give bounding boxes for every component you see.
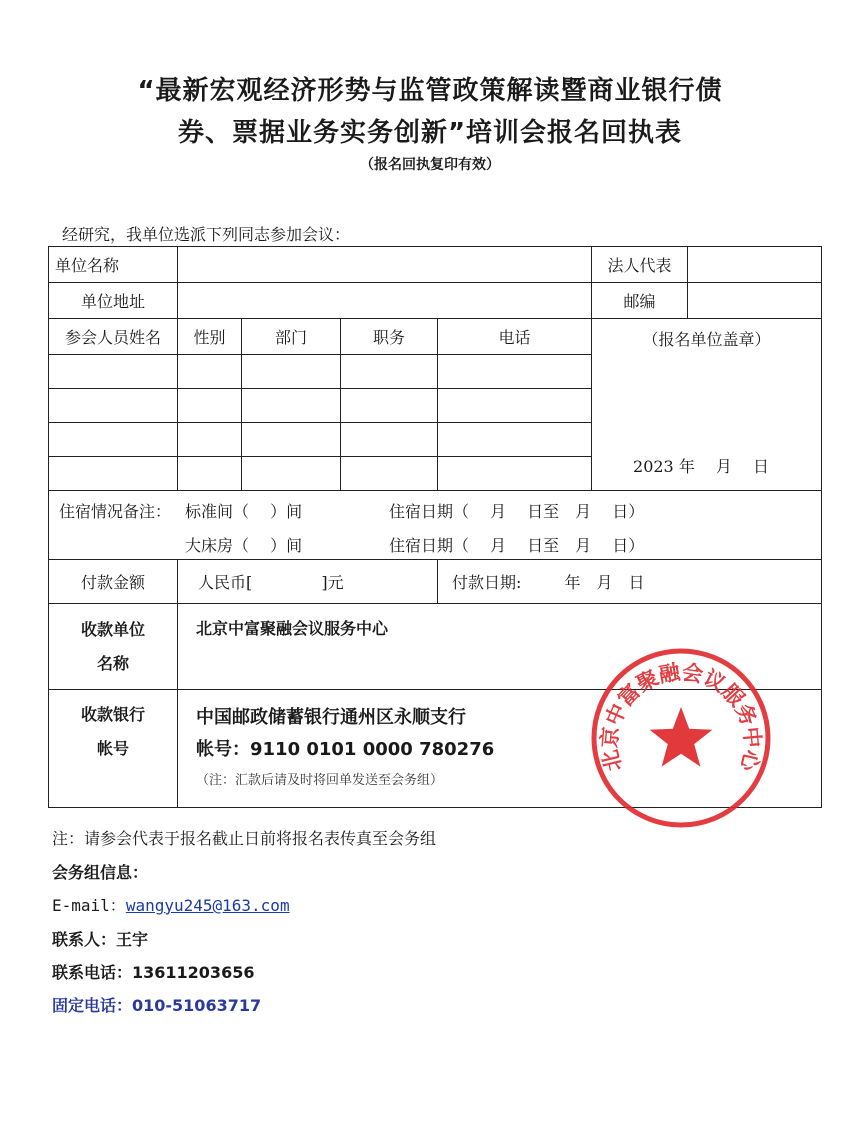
department-cell[interactable] xyxy=(242,423,341,457)
department-cell[interactable] xyxy=(242,355,341,389)
landline-phone: 固定电话：010-51063717 xyxy=(52,996,262,1015)
unit-name-field[interactable] xyxy=(178,247,592,283)
official-seal xyxy=(588,645,774,831)
gender-header: 性别 xyxy=(178,319,242,355)
contact-person: 联系人：王宇 xyxy=(52,930,149,949)
payment-amount-label: 付款金额 xyxy=(49,560,178,604)
postcode-label: 邮编 xyxy=(592,283,688,319)
phone-cell[interactable] xyxy=(438,389,592,423)
postcode-field[interactable] xyxy=(688,283,822,319)
big-bed-room-date[interactable]: 住宿日期（ 月 日至 月 日） xyxy=(389,536,645,555)
form-title xyxy=(0,70,860,154)
department-header: 部门 xyxy=(242,319,341,355)
group-info-heading: 会务组信息： xyxy=(52,863,149,882)
seal-area xyxy=(592,319,822,491)
phone-cell[interactable] xyxy=(438,355,592,389)
subtitle: （报名回执复印有效） xyxy=(360,157,500,173)
unit-name-label: 单位名称 xyxy=(49,247,178,283)
attendee-name-cell[interactable] xyxy=(49,457,178,491)
title-line-2: 券、票据业务实务创新”培训会报名回执表 xyxy=(177,118,683,148)
phone-cell[interactable] xyxy=(438,423,592,457)
attendee-name-cell[interactable] xyxy=(49,423,178,457)
email-link[interactable]: wangyu245@163.com xyxy=(125,896,290,915)
big-bed-room[interactable]: 大床房（ ）间 xyxy=(185,536,303,555)
seal-note: （报名单位盖章） xyxy=(642,330,771,349)
position-cell[interactable] xyxy=(341,355,438,389)
payment-date-label: 付款日期: xyxy=(452,573,522,592)
email-line xyxy=(52,893,290,916)
attendee-name-header: 参会人员姓名 xyxy=(49,319,178,355)
phone-header: 电话 xyxy=(438,319,592,355)
payment-date-value: 年 月 日 xyxy=(564,573,645,592)
position-cell[interactable] xyxy=(341,457,438,491)
department-cell[interactable] xyxy=(242,389,341,423)
title-line-1: “最新宏观经济形势与监管政策解读暨商业银行债 xyxy=(137,76,723,106)
gender-cell[interactable] xyxy=(178,457,242,491)
department-cell[interactable] xyxy=(242,457,341,491)
bank-label: 收款银行帐号 xyxy=(49,690,178,808)
lodging-row xyxy=(49,491,822,560)
intro-text: 经研究，我单位选派下列同志参加会议： xyxy=(62,225,351,244)
attendee-name-cell[interactable] xyxy=(49,355,178,389)
gender-cell[interactable] xyxy=(178,355,242,389)
position-cell[interactable] xyxy=(341,389,438,423)
lodging-label: 住宿情况备注： xyxy=(59,502,172,521)
contact-phone: 联系电话：13611203656 xyxy=(52,963,255,982)
seal-date: 2023 年 月 日 xyxy=(633,457,769,476)
bank-name: 中国邮政储蓄银行通州区永顺支行 xyxy=(196,707,466,728)
position-cell[interactable] xyxy=(341,423,438,457)
standard-room-date[interactable]: 住宿日期（ 月 日至 月 日） xyxy=(389,502,645,521)
seal-text: 北京中富聚融会议服务中心 xyxy=(597,660,765,774)
standard-room[interactable]: 标准间（ ）间 xyxy=(185,502,303,521)
payee-value: 北京中富聚融会议服务中心 xyxy=(178,604,822,690)
legal-rep-field[interactable] xyxy=(688,247,822,283)
footer-note: 注：请参会代表于报名截止日前将报名表传真至会务组 xyxy=(52,829,437,848)
email-label: E-mail： xyxy=(52,896,126,915)
unit-address-field[interactable] xyxy=(178,283,592,319)
legal-rep-label: 法人代表 xyxy=(592,247,688,283)
phone-cell[interactable] xyxy=(438,457,592,491)
gender-cell[interactable] xyxy=(178,423,242,457)
attendee-name-cell[interactable] xyxy=(49,389,178,423)
bank-note: （注：汇款后请及时将回单发送至会务组） xyxy=(196,773,444,788)
star-icon xyxy=(650,707,713,767)
payment-amount-field[interactable]: 人民币[ ]元 xyxy=(178,560,438,604)
payment-date-cell[interactable] xyxy=(438,560,822,604)
payee-label: 收款单位名称 xyxy=(49,604,178,690)
unit-address-label: 单位地址 xyxy=(49,283,178,319)
bank-account: 帐号：9110 0101 0000 780276 xyxy=(196,739,495,760)
position-header: 职务 xyxy=(341,319,438,355)
gender-cell[interactable] xyxy=(178,389,242,423)
